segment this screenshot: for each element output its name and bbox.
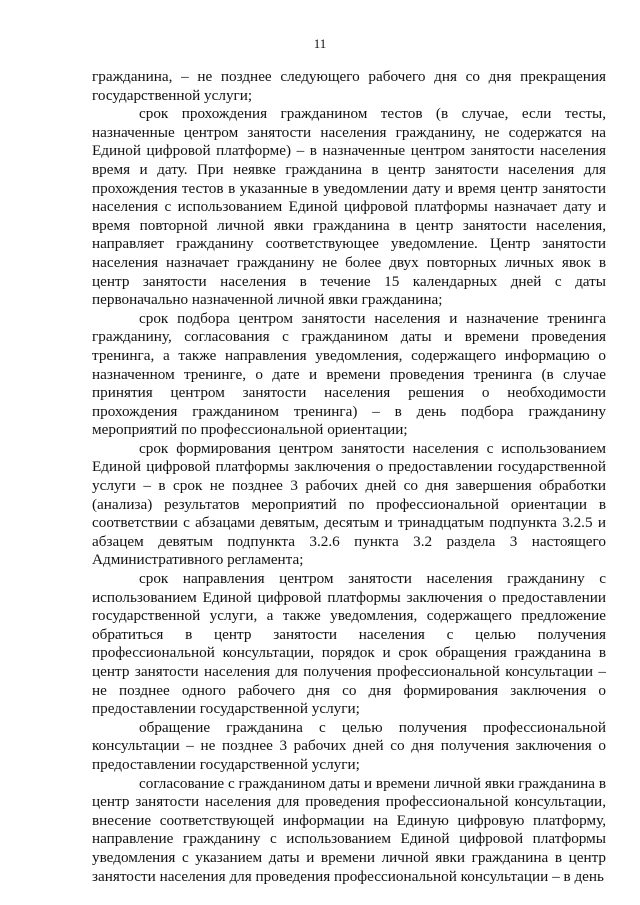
paragraph-consultation-scheduling: согласование с гражданином даты и времени личной явки гражданина в центр занятости населения для проведения профессиональной консультации, внесение соответствующей информации на Единую цифровую платформу, направление гражданину с использованием Единой цифровой платформы уведомления с указанием даты и времени личной явки гражданина в центр занятости населения для проведения профессиональной консультации – в день [92,774,606,885]
paragraph-continuation: гражданина, – не позднее следующего рабочего дня со дня прекращения государственной услуги; [92,68,606,104]
paragraph-conclusion-deadline: срок формирования центром занятости населения с использованием Единой цифровой платформы заключения о предоставлении государственной услуги – в срок не позднее 3 рабочих дней со дня завершения обработки (анализа) результатов мероприятий по профессиональной ориентации в соответствии с абзацами девятым, десятым и тринадцатым подпункта 3.2.5 и абзацем девятым подпункта 3.2.6 пункта 3.2 раздела 3 настоящего Административного регламента; [92,439,606,569]
paragraph-training-deadline: срок подбора центром занятости населения и назначение тренинга гражданину, согласования с гражданином даты и времени проведения тренинга, а также направления уведомления, содержащего информацию о назначенном тренинге, о дате и времени проведения тренинга (в случае принятия центром занятости населения решения о необходимости прохождения гражданином тренинга) – в день подбора гражданину мероприятий по профессиональной ориентации; [92,309,606,439]
paragraph-conclusion-delivery: срок направления центром занятости населения гражданину с использованием Единой цифровой платформы заключения о предоставлении государственной услуги, а также уведомления, содержащего предложение обратиться в центр занятости населения с целью получения профессиональной консультации, порядок и срок обращения гражданина в центр занятости населения для получения профессиональной консультации – не позднее одного рабочего дня со дня формирования заключения о предоставлении государственной услуги; [92,570,606,718]
paragraph-consultation-request: обращение гражданина с целью получения профессиональной консультации – не позднее 3 рабочих дней со дня получения заключения о предоставлении государственной услуги; [92,718,606,773]
page-number: 11 [313,36,327,51]
paragraph-test-deadline: срок прохождения гражданином тестов (в случае, если тесты, назначенные центром занятости населения гражданину, не содержатся на Единой цифровой платформе) – в назначенные центром занятости населения время и дату. При неявке гражданина в центр занятости населения для прохождения тестов в указанные в уведомлении дату и время центр занятости населения с использованием Единой цифровой платформы назначает дату и время повторной личной явки гражданина в центр занятости населения, направляет гражданину соответствующее уведомление. Центр занятости населения назначает гражданину не более двух повторных личных явок в центр занятости населения в течение 15 календарных дней с даты первоначально назначенной личной явки гражданина; [92,105,606,309]
document-body [92,68,606,886]
